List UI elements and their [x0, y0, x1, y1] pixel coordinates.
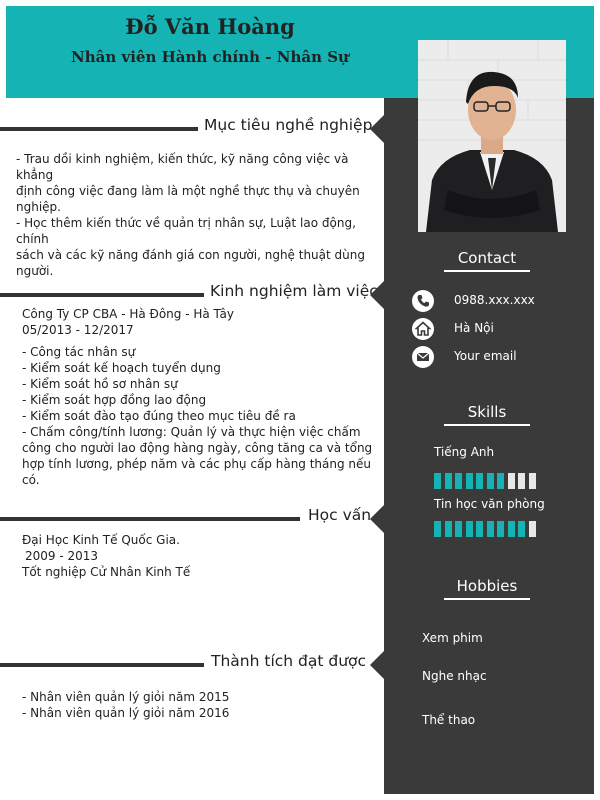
experience-period: 05/2013 - 12/2017: [22, 323, 134, 337]
skill-segment-filled: [445, 521, 452, 537]
section-experience: [0, 276, 384, 306]
heading-underline: [444, 598, 530, 600]
skill-bar-office: [434, 521, 544, 537]
candidate-name: Đỗ Văn Hoàng: [125, 14, 295, 39]
experience-line: - Kiểm soát hợp đồng lao động: [22, 393, 207, 407]
contact-title: Contact: [457, 249, 517, 267]
experience-line: công cho người lao động hàng ngày, công tăng ca và tổng: [22, 441, 373, 455]
achievements-text: [22, 689, 376, 721]
skill-segment-empty: [518, 473, 525, 489]
skills-heading: [444, 403, 530, 426]
section-title: Kinh nghiệm làm việc: [210, 282, 378, 300]
phone-text: 0988.xxx.xxx: [454, 293, 535, 307]
skill-segment-empty: [529, 521, 536, 537]
skill-segment-filled: [455, 521, 462, 537]
skill-segment-filled: [476, 521, 483, 537]
section-education: [0, 500, 384, 530]
home-icon: [412, 318, 434, 340]
skill-segment-filled: [476, 473, 483, 489]
address-text: Hà Nội: [454, 321, 494, 335]
education-text: [22, 532, 376, 580]
section-title: Học vấn: [308, 506, 372, 524]
hobbies-title: Hobbies: [456, 577, 518, 595]
portrait-image: [418, 40, 566, 232]
skill-segment-filled: [518, 521, 525, 537]
section-arrow: [370, 651, 384, 679]
experience-line: - Chấm công/tính lương: Quản lý và thực hiện việc chấm: [22, 425, 361, 439]
objective-line: định công việc đang làm là một nghề thực thụ và chuyên: [16, 184, 360, 198]
skill-label: Tin học văn phòng: [434, 497, 545, 511]
section-divider: [0, 663, 204, 667]
hobbies-heading: [444, 577, 530, 600]
skills-title: Skills: [467, 403, 507, 421]
school-name: Đại Học Kinh Tế Quốc Gia.: [22, 533, 180, 547]
skill-segment-filled: [487, 521, 494, 537]
skill-segment-filled: [466, 473, 473, 489]
objective-line: - Trau dồi kinh nghiệm, kiến thức, kỹ năng công việc và khẳng: [16, 152, 349, 182]
skill-bar-english: [434, 473, 544, 489]
experience-line: - Kiểm soát kế hoạch tuyển dụng: [22, 361, 221, 375]
heading-underline: [444, 270, 530, 272]
heading-underline: [444, 424, 530, 426]
experience-line: - Kiểm soát đào tạo đúng theo mục tiêu đề ra: [22, 409, 296, 423]
experience-text: [22, 306, 376, 488]
section-divider: [0, 127, 198, 131]
experience-line: có.: [22, 473, 40, 487]
achievement-item: - Nhân viên quản lý giỏi năm 2015: [22, 690, 230, 704]
objective-line: người.: [16, 264, 54, 278]
skill-segment-filled: [497, 473, 504, 489]
skill-segment-filled: [466, 521, 473, 537]
section-arrow: [370, 115, 384, 143]
skill-segment-filled: [445, 473, 452, 489]
skill-segment-filled: [455, 473, 462, 489]
achievement-item: - Nhân viên quản lý giỏi năm 2016: [22, 706, 230, 720]
experience-line: - Công tác nhân sự: [22, 345, 136, 359]
job-title: Nhân viên Hành chính - Nhân Sự: [71, 48, 349, 66]
hobby-item: Thể thao: [422, 713, 476, 727]
objective-line: - Học thêm kiến thức về quản trị nhân sự, Luật lao động, chính: [16, 216, 356, 246]
objective-line: nghiệp.: [16, 200, 61, 214]
section-arrow: [370, 505, 384, 533]
hobby-item: Nghe nhạc: [422, 669, 487, 683]
section-title: Mục tiêu nghề nghiệp: [204, 116, 373, 134]
skill-segment-empty: [508, 473, 515, 489]
skill-label: Tiếng Anh: [434, 445, 495, 459]
education-period: 2009 - 2013: [25, 549, 99, 563]
profile-photo: [418, 40, 566, 232]
section-arrow: [370, 281, 384, 309]
section-title: Thành tích đạt được: [211, 652, 367, 670]
section-career-objective: [0, 110, 384, 140]
section-divider: [0, 293, 204, 297]
skill-segment-filled: [487, 473, 494, 489]
skill-segment-filled: [434, 521, 441, 537]
section-achievements: [0, 646, 384, 676]
career-objective-text: [16, 151, 376, 279]
objective-line: sách và các kỹ năng đánh giá con người, nghệ thuật dùng: [16, 248, 365, 262]
degree: Tốt nghiệp Cử Nhân Kinh Tế: [22, 565, 191, 579]
skill-segment-empty: [529, 473, 536, 489]
experience-line: - Kiểm soát hồ sơ nhân sự: [22, 377, 178, 391]
skill-segment-filled: [497, 521, 504, 537]
hobby-item: Xem phim: [422, 631, 483, 645]
company-name: Công Ty CP CBA - Hà Đông - Hà Tây: [22, 307, 234, 321]
experience-line: hợp tính lương, phép năm và các phụ cấp hàng tháng nếu: [22, 457, 372, 471]
contact-heading: [444, 249, 530, 272]
skill-segment-filled: [508, 521, 515, 537]
mail-icon: [412, 346, 434, 368]
email-text: Your email: [454, 349, 517, 363]
section-divider: [0, 517, 300, 521]
skill-segment-filled: [434, 473, 441, 489]
phone-icon: [412, 290, 434, 312]
